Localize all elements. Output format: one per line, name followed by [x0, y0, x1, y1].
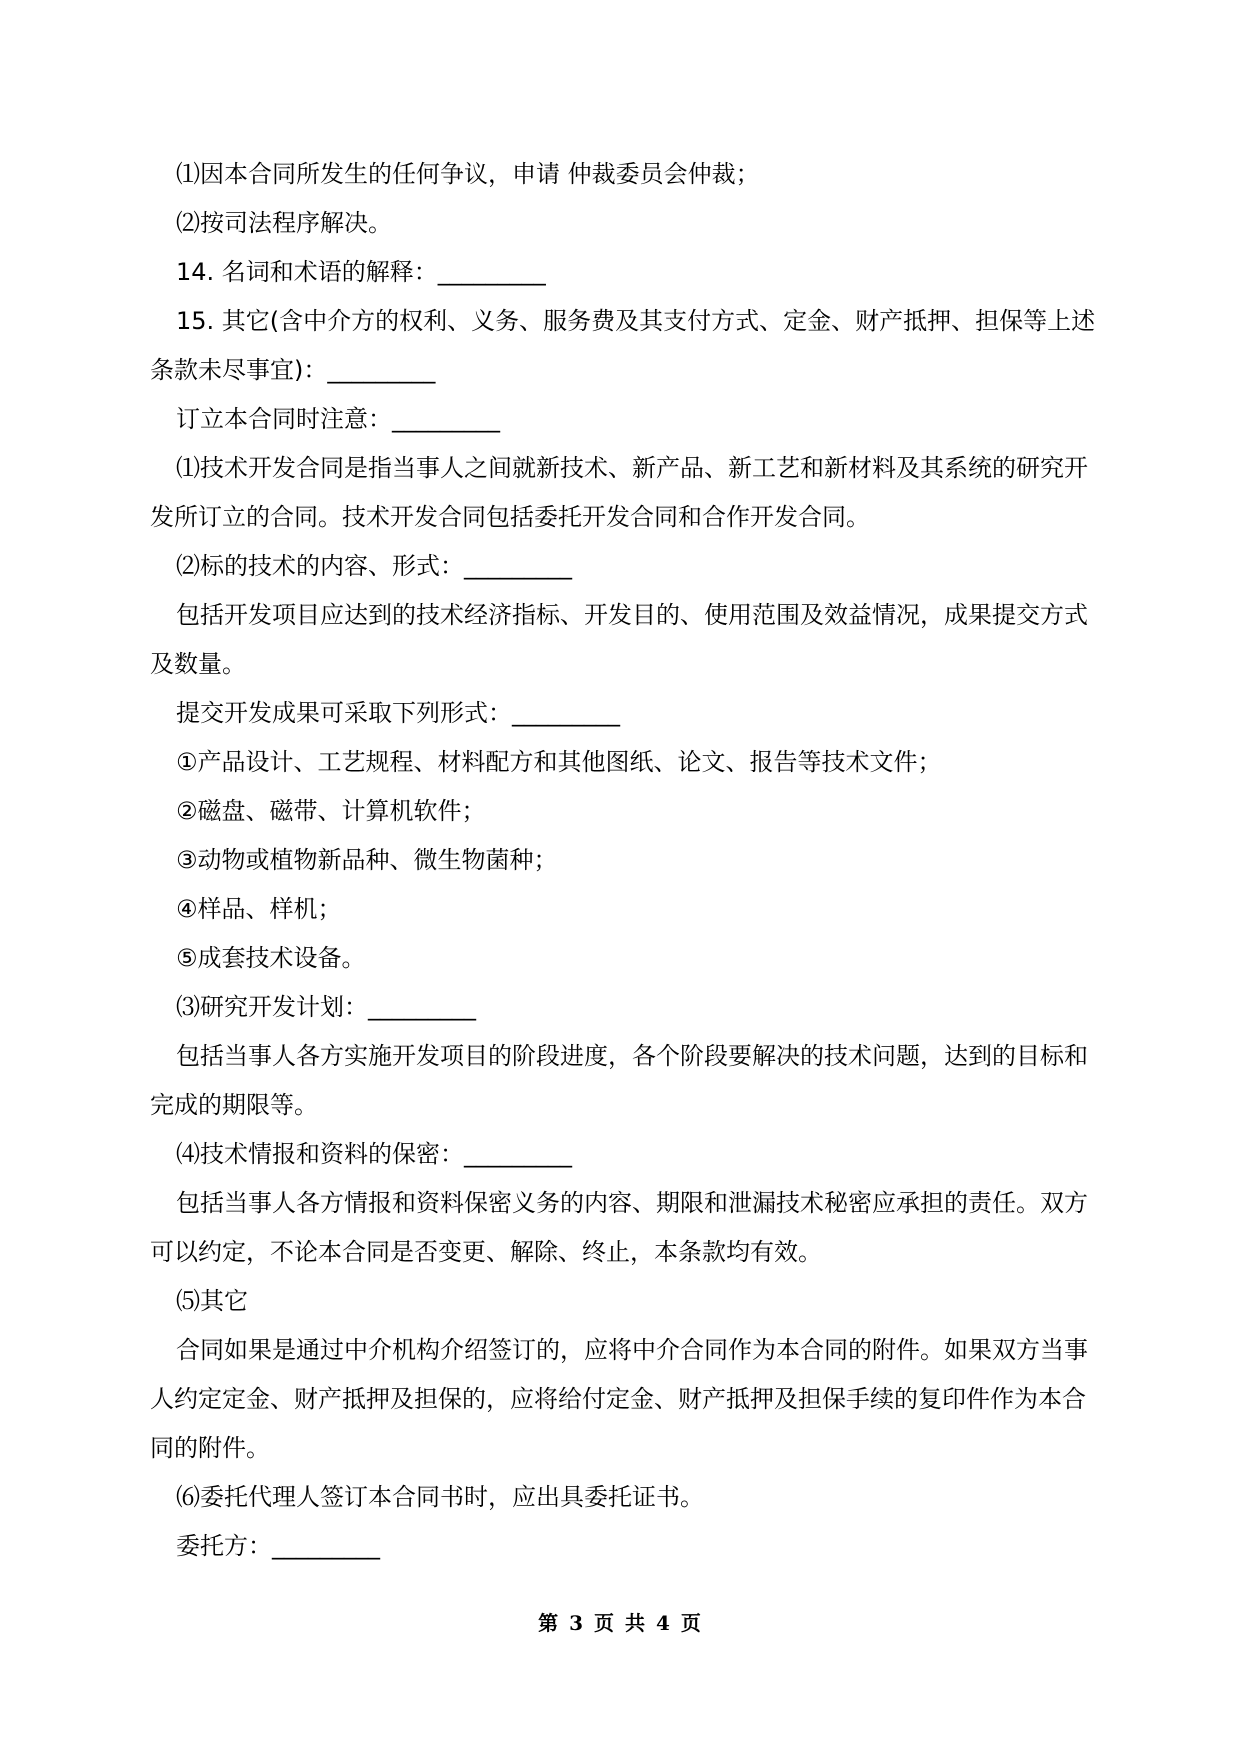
document-body — [150, 150, 1100, 1571]
note-3-plan: ⑶研究开发计划：_________ — [176, 993, 476, 1021]
principal-signature-line: 委托方：_________ — [176, 1532, 380, 1560]
note-4-confidentiality: ⑷技术情报和资料的保密：_________ — [176, 1140, 572, 1168]
note-3-detail: 包括当事人各方实施开发项目的阶段进度，各个阶段要解决的技术问题，达到的目标和完成的期限等。 — [150, 1042, 1088, 1119]
results-form-item: ①产品设计、工艺规程、材料配方和其他图纸、论文、报告等技术文件； — [176, 748, 942, 776]
note-4-detail: 包括当事人各方情报和资料保密义务的内容、期限和泄漏技术秘密应承担的责任。双方可以约定，不论本合同是否变更、解除、终止，本条款均有效。 — [150, 1189, 1088, 1266]
page-number: 第 3 页 共 4 页 — [538, 1611, 703, 1635]
clause-arbitration: ⑴因本合同所发生的任何争议，申请 仲裁委员会仲裁； — [176, 160, 760, 188]
results-form-item: ③动物或植物新品种、微生物菌种； — [176, 846, 558, 874]
results-forms-heading: 提交开发成果可采取下列形式：_________ — [176, 699, 620, 727]
note-2-detail: 包括开发项目应达到的技术经济指标、开发目的、使用范围及效益情况，成果提交方式及数量。 — [150, 601, 1088, 678]
notes-heading: 订立本合同时注意：_________ — [176, 405, 500, 433]
note-1-definition: ⑴技术开发合同是指当事人之间就新技术、新产品、新工艺和新材料及其系统的研究开发所订立的合同。技术开发合同包括委托开发合同和合作开发合同。 — [150, 454, 1088, 531]
note-2-subject: ⑵标的技术的内容、形式：_________ — [176, 552, 572, 580]
results-form-item: ②磁盘、磁带、计算机软件； — [176, 797, 486, 825]
clause-judicial: ⑵按司法程序解决。 — [176, 209, 392, 237]
note-6-agent: ⑹委托代理人签订本合同书时，应出具委托证书。 — [176, 1483, 704, 1511]
results-form-item: ⑤成套技术设备。 — [176, 944, 366, 972]
note-5-other: ⑸其它 — [176, 1287, 248, 1315]
clause-15-other: 15. 其它(含中介方的权利、义务、服务费及其支付方式、定金、财产抵押、担保等上述条款未尽事宜)：_________ — [150, 307, 1096, 384]
clause-14-terms: 14. 名词和术语的解释：_________ — [176, 258, 546, 286]
note-5-detail: 合同如果是通过中介机构介绍签订的，应将中介合同作为本合同的附件。如果双方当事人约定定金、财产抵押及担保的，应将给付定金、财产抵押及担保手续的复印件作为本合同的附件。 — [150, 1336, 1088, 1462]
results-form-item: ④样品、样机； — [176, 895, 342, 923]
